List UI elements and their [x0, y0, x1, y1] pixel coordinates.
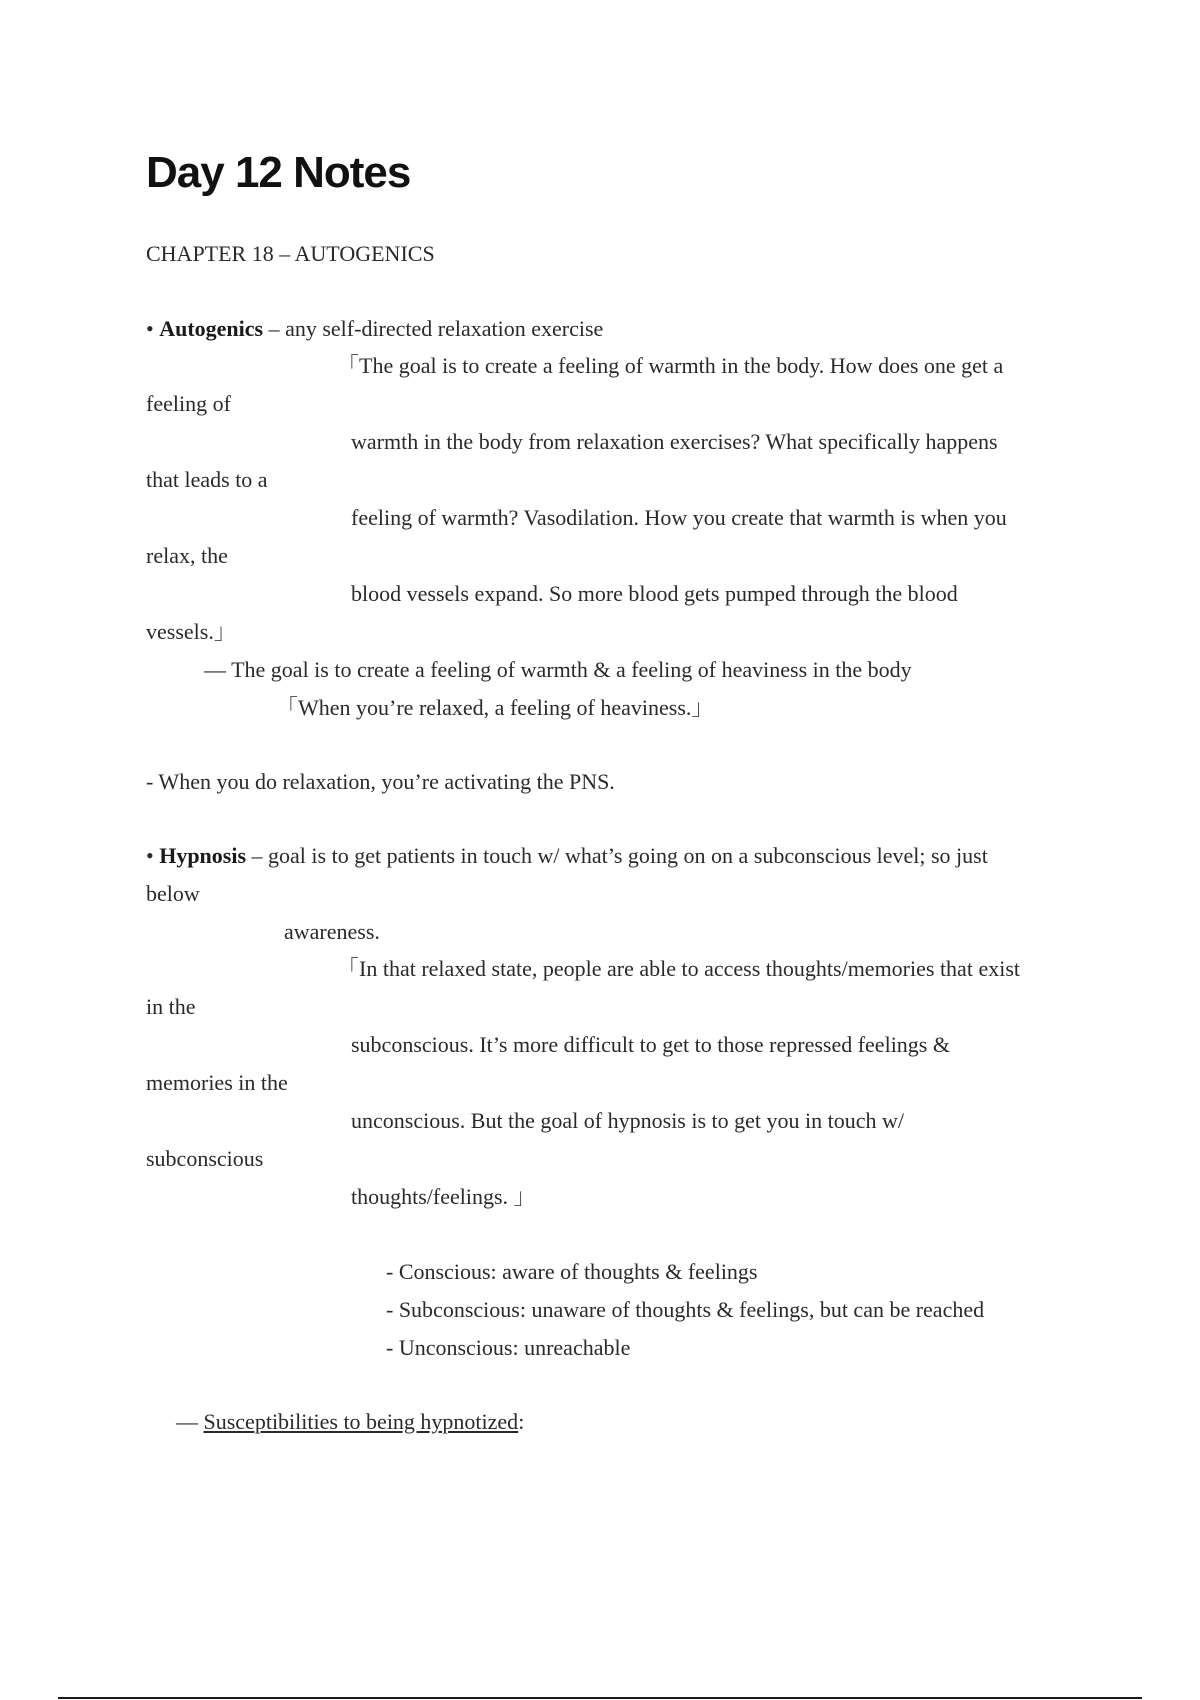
- autogenics-quote-line: blood vessels expand. So more blood gets pumped through the blood: [351, 581, 958, 606]
- autogenics-quote-line: that leads to a: [146, 467, 268, 492]
- autogenics-quote-line: warmth in the body from relaxation exercises? What specifically happens: [351, 429, 998, 454]
- susceptibility-label: Susceptibilities to being hypnotized: [203, 1409, 519, 1434]
- bullet-icon: •: [146, 316, 154, 341]
- hypnosis-definition-text: – goal is to get patients in touch w/ what’s going on on a subconscious level; so just: [246, 843, 988, 868]
- autogenics-quote-line: vessels.」: [146, 619, 236, 644]
- autogenics-quote-line: 「The goal is to create a feeling of warmth in the body. How does one get a: [337, 353, 1004, 378]
- hypnosis-quote-line: 「In that relaxed state, people are able to access thoughts/memories that exist: [337, 956, 1020, 981]
- hypnosis-definition: [146, 842, 988, 870]
- autogenics-quote-line: feeling of warmth? Vasodilation. How you create that warmth is when you: [351, 505, 1007, 530]
- hypnosis-term: Hypnosis: [159, 843, 247, 868]
- hypnosis-quote-line: memories in the: [146, 1070, 288, 1095]
- autogenics-definition-text: – any self-directed relaxation exercise: [263, 316, 604, 341]
- autogenics-goal: — The goal is to create a feeling of warmth & a feeling of heaviness in the body: [204, 657, 912, 682]
- bottom-divider: [58, 1697, 1142, 1699]
- chapter-heading: CHAPTER 18 – AUTOGENICS: [146, 241, 435, 266]
- bullet-icon: •: [146, 843, 154, 868]
- susceptibility-colon: :: [518, 1409, 525, 1434]
- hypnosis-definition-line: below: [146, 881, 200, 906]
- autogenics-definition: [146, 315, 603, 343]
- hypnosis-definition-line: awareness.: [284, 919, 380, 944]
- hypnosis-quote-line: subconscious: [146, 1146, 264, 1171]
- autogenics-quote-line: relax, the: [146, 543, 228, 568]
- consciousness-level: - Conscious: aware of thoughts & feelings: [386, 1259, 758, 1284]
- hypnosis-quote-line: thoughts/feelings. 」: [351, 1184, 536, 1209]
- page-title: Day 12 Notes: [146, 148, 411, 197]
- heaviness-quote: 「When you’re relaxed, a feeling of heaviness.」: [276, 695, 714, 720]
- susceptibility-dash: —: [176, 1409, 204, 1434]
- hypnosis-quote-line: in the: [146, 994, 196, 1019]
- susceptibility-heading: [176, 1408, 524, 1436]
- autogenics-quote-line: feeling of: [146, 391, 231, 416]
- hypnosis-quote-line: subconscious. It’s more difficult to get to those repressed feelings &: [351, 1032, 950, 1057]
- pns-note: - When you do relaxation, you’re activating the PNS.: [146, 769, 615, 794]
- hypnosis-quote-line: unconscious. But the goal of hypnosis is to get you in touch w/: [351, 1108, 905, 1133]
- consciousness-level: - Unconscious: unreachable: [386, 1335, 631, 1360]
- autogenics-term: Autogenics: [159, 316, 264, 341]
- consciousness-level: - Subconscious: unaware of thoughts & feelings, but can be reached: [386, 1297, 985, 1322]
